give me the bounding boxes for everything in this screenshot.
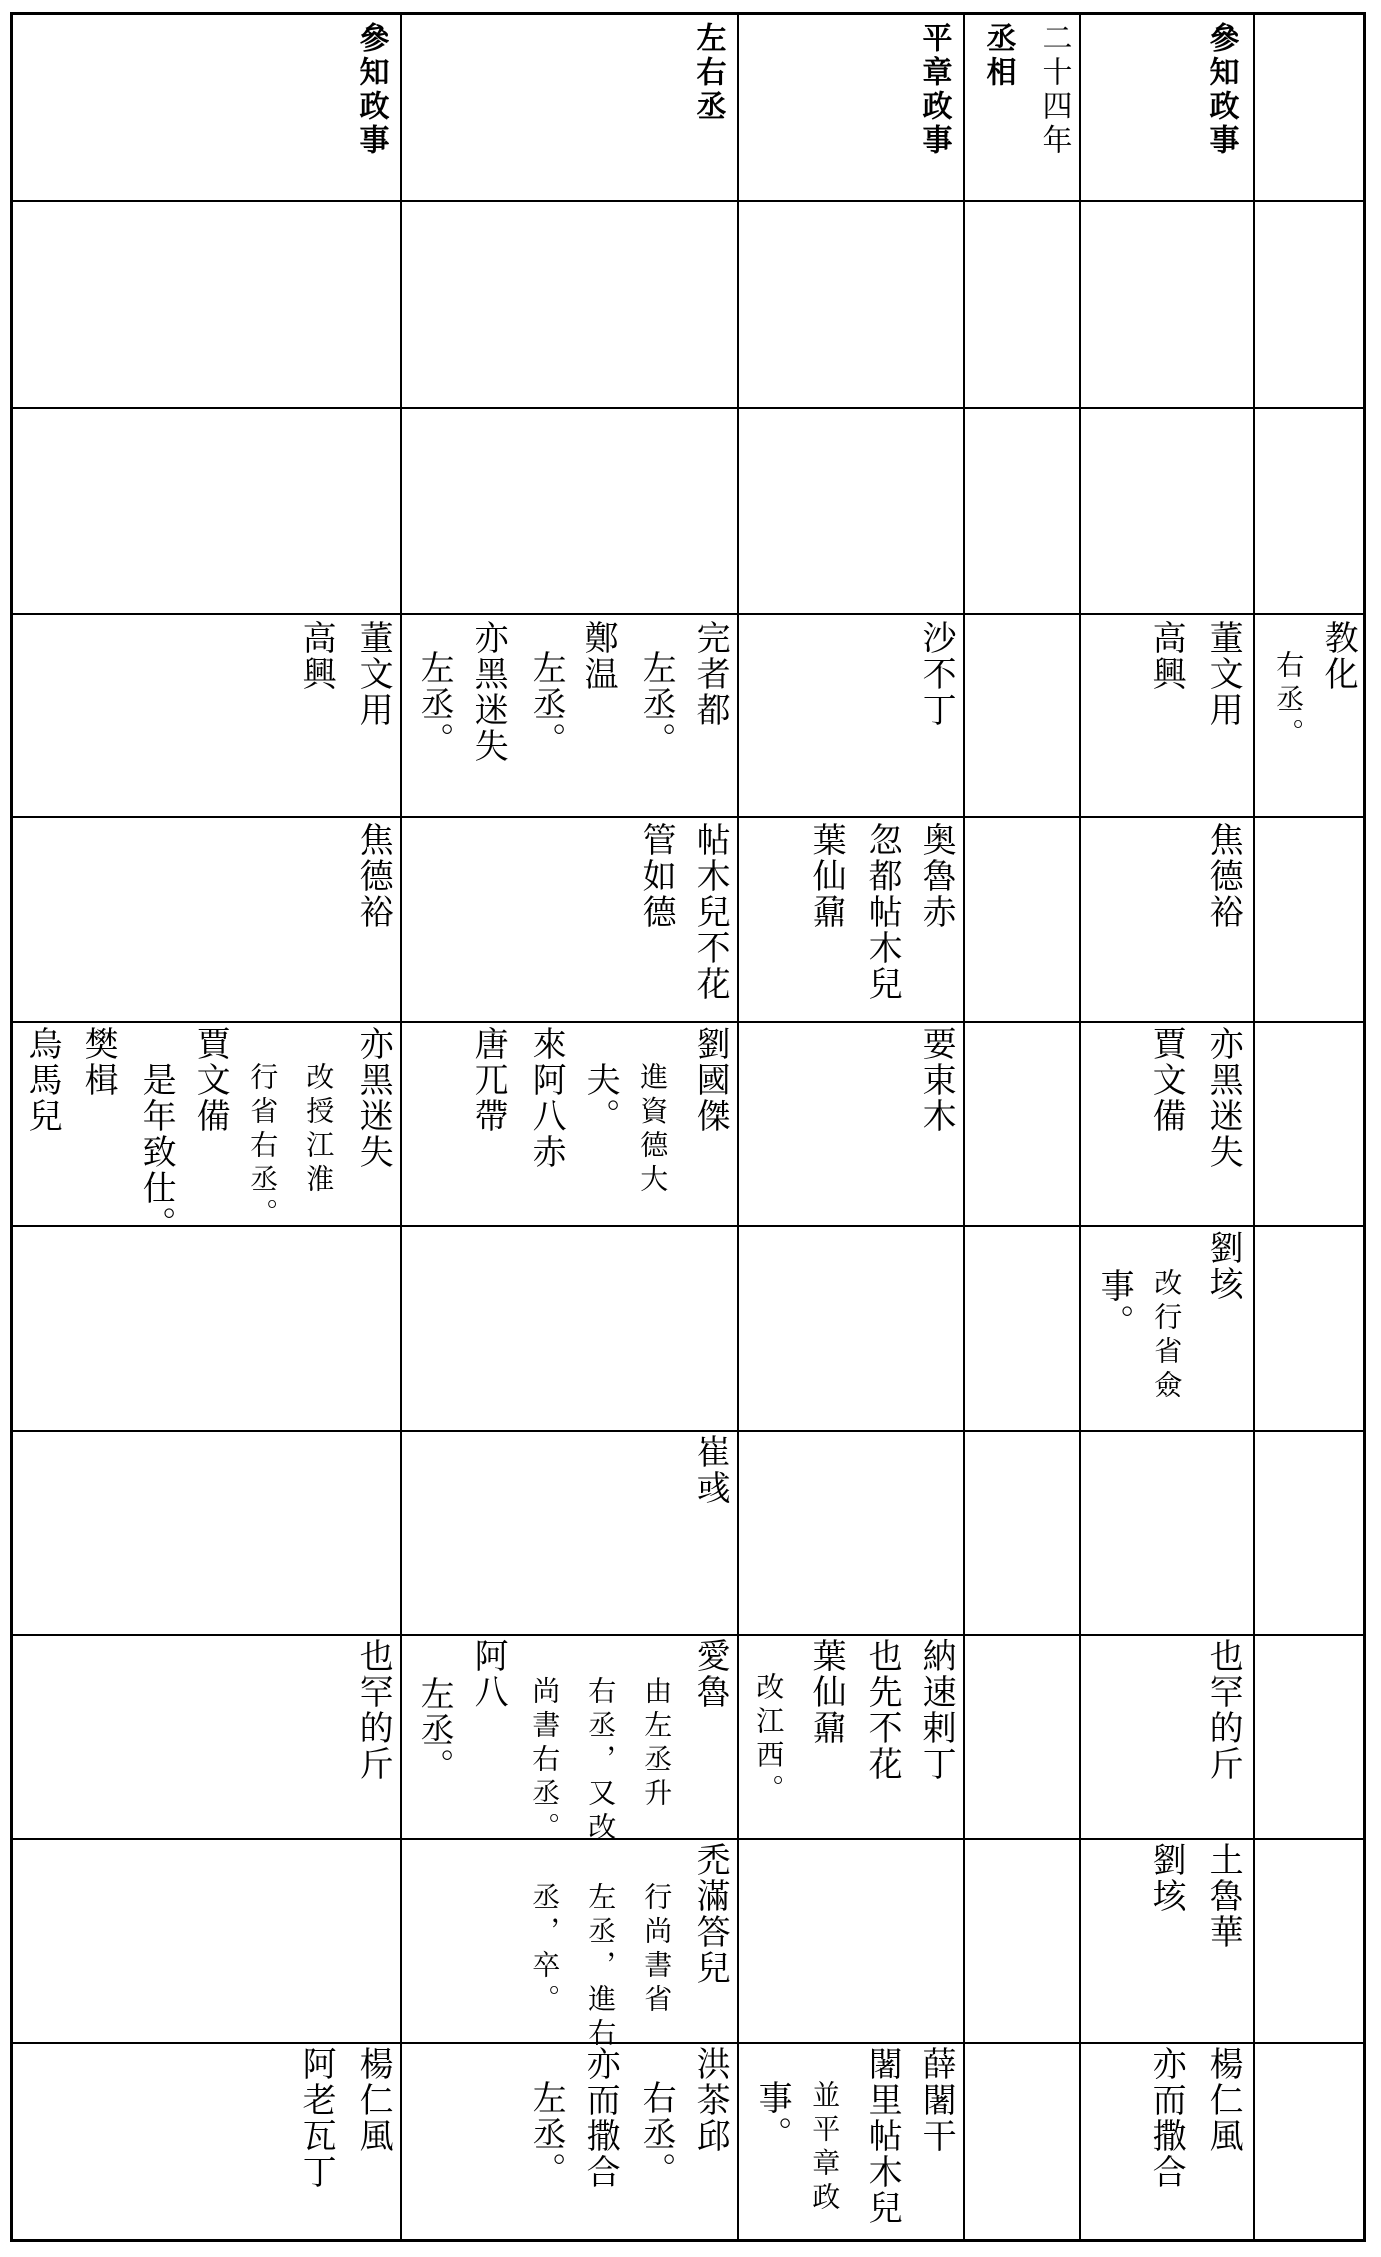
entry-name: 亦黑迷失: [353, 1026, 394, 1170]
entry-name: 烏馬兒: [22, 1026, 63, 1134]
entry-name: 劉垓: [1146, 1842, 1187, 1914]
row-divider: [10, 1021, 1366, 1023]
column-divider: [737, 12, 739, 2242]
entry-note: 丞，卒。: [528, 1882, 562, 2018]
entry-name: 董文用: [1203, 620, 1244, 728]
header-pingzhang-zhengshi: 平章政事: [916, 22, 952, 158]
header-year: 二十四年: [1036, 22, 1072, 158]
entry-name: 亦黑迷失: [468, 620, 509, 764]
entry-name: 賈文備: [190, 1026, 231, 1134]
entry-name: 劉國傑: [690, 1026, 731, 1134]
column-divider: [1079, 12, 1081, 2242]
entry-name: 納速剌丁: [916, 1638, 957, 1782]
entry-note: 事。: [752, 2080, 793, 2152]
entry-note: 左丞。: [526, 2080, 567, 2188]
entry-name: 奥魯赤: [916, 822, 957, 930]
row-divider: [10, 1838, 1366, 1840]
entry-name: 禿滿答兒: [690, 1842, 731, 1986]
entry-note: 尚書右丞。: [528, 1676, 562, 1846]
entry-note: 夫。: [580, 1062, 621, 1134]
entry-name: 賈文備: [1146, 1026, 1187, 1134]
entry-note: 左丞。: [636, 650, 677, 758]
entry-name: 也罕的斤: [353, 1638, 394, 1782]
entry-name: 焦德裕: [1203, 822, 1244, 930]
entry-name: 焦德裕: [353, 822, 394, 930]
row-divider: [10, 1430, 1366, 1432]
column-divider: [1253, 12, 1255, 2242]
entry-note: 左丞。: [526, 650, 567, 758]
entry-name: 教化: [1318, 620, 1359, 692]
entry-note: 改行省僉: [1150, 1268, 1184, 1404]
entry-note: 右丞。: [636, 2080, 677, 2188]
entry-name: 亦黑迷失: [1203, 1026, 1244, 1170]
entry-name: 唐兀帶: [468, 1026, 509, 1134]
entry-name: 也先不花: [862, 1638, 903, 1782]
entry-note: 右丞，又改: [584, 1676, 618, 1846]
entry-note: 並平章政: [808, 2080, 842, 2216]
entry-note: 改授江淮: [302, 1062, 336, 1198]
entry-name: 也罕的斤: [1203, 1638, 1244, 1782]
entry-name: 劉垓: [1203, 1230, 1244, 1302]
entry-name: 亦而撒合: [1146, 2046, 1187, 2190]
header-chengxiang: 丞相: [980, 22, 1016, 90]
row-divider: [10, 816, 1366, 818]
entry-name: 高興: [296, 620, 337, 692]
entry-note: 是年致仕。: [136, 1062, 177, 1242]
entry-name: 葉仙鼐: [806, 1638, 847, 1746]
entry-name: 楊仁風: [353, 2046, 394, 2154]
entry-name: 葉仙鼐: [806, 822, 847, 930]
row-divider: [10, 200, 1366, 202]
column-divider: [963, 12, 965, 2242]
entry-name: 管如德: [636, 822, 677, 930]
entry-name: 闍里帖木兒: [862, 2046, 903, 2226]
header-zuoyou-cheng: 左右丞: [690, 22, 726, 124]
entry-name: 高興: [1146, 620, 1187, 692]
entry-name: 帖木兒不花: [690, 822, 731, 1002]
entry-note: 改江西。: [752, 1672, 786, 1808]
row-divider: [10, 407, 1366, 409]
entry-name: 來阿八赤: [526, 1026, 567, 1170]
entry-name: 愛魯: [690, 1638, 731, 1710]
row-divider: [10, 1634, 1366, 1636]
entry-name: 楊仁風: [1203, 2046, 1244, 2154]
entry-note: 行尚書省: [640, 1882, 674, 2018]
entry-note: 左丞。: [414, 650, 455, 758]
entry-name: 崔彧: [690, 1434, 731, 1506]
entry-note: 左丞。: [414, 1676, 455, 1784]
entry-name: 忽都帖木兒: [862, 822, 903, 1002]
entry-note: 由左丞升: [640, 1676, 674, 1812]
entry-note: 事。: [1094, 1268, 1135, 1340]
entry-name: 要束木: [916, 1026, 957, 1134]
row-divider: [10, 1225, 1366, 1227]
entry-note: 行省右丞。: [246, 1062, 280, 1232]
row-divider: [10, 613, 1366, 615]
entry-note: 左丞，進右: [584, 1882, 618, 2052]
entry-name: 洪茶邱: [690, 2046, 731, 2154]
entry-name: 董文用: [353, 620, 394, 728]
entry-name: 阿老瓦丁: [296, 2046, 337, 2190]
entry-note: 進資德大: [636, 1062, 670, 1198]
header-canzhi-zhengshi-right: 參知政事: [1203, 22, 1239, 158]
entry-name: 樊楫: [78, 1026, 119, 1098]
header-canzhi-zhengshi-left: 參知政事: [353, 22, 389, 158]
entry-name: 完者都: [690, 620, 731, 728]
entry-name: 沙不丁: [916, 620, 957, 728]
entry-name: 土魯華: [1203, 1842, 1244, 1950]
entry-name: 鄭温: [578, 620, 619, 692]
column-divider: [400, 12, 402, 2242]
entry-name: 阿八: [468, 1638, 509, 1710]
row-divider: [10, 2042, 1366, 2044]
entry-name: 亦而撒合: [580, 2046, 621, 2190]
entry-name: 薛闍干: [916, 2046, 957, 2154]
entry-note: 右丞。: [1272, 650, 1306, 752]
